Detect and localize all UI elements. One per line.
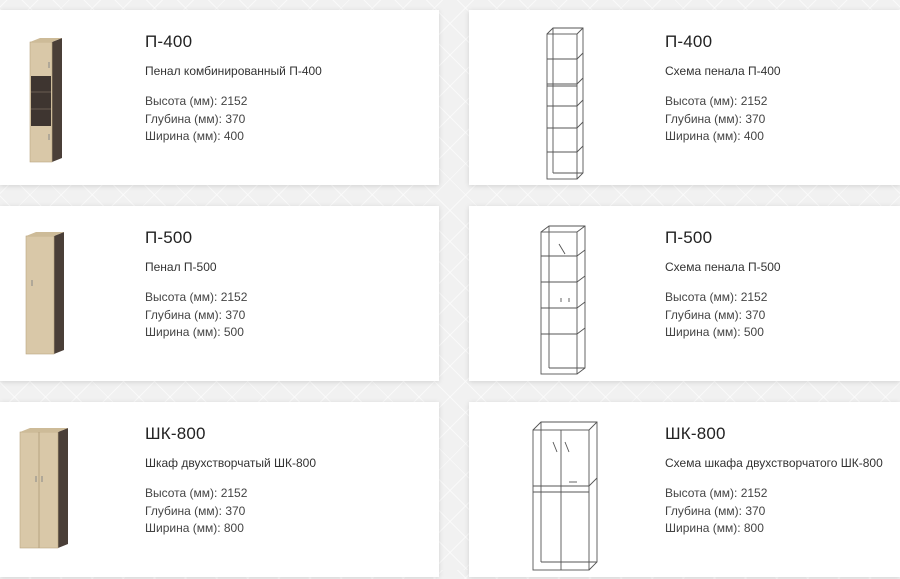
product-description: Пенал П-500 <box>145 260 217 274</box>
product-description: Шкаф двухстворчатый ШК-800 <box>145 456 317 470</box>
product-card[interactable] <box>0 10 439 185</box>
product-info <box>145 424 316 538</box>
product-description: Схема пенала П-400 <box>665 64 781 78</box>
product-card[interactable] <box>469 402 900 577</box>
spec-height: Высота (мм): 2152 <box>665 94 768 108</box>
spec-depth: Глубина (мм): 370 <box>665 111 766 126</box>
product-title[interactable]: П-400 <box>665 32 713 51</box>
product-description: Схема пенала П-500 <box>665 260 781 274</box>
product-card[interactable] <box>0 206 439 381</box>
spec-width: Ширина (мм): 800 <box>145 521 244 535</box>
spec-height: Высота (мм): 2152 <box>665 290 768 304</box>
product-info <box>665 228 781 342</box>
spec-width: Ширина (мм): 500 <box>665 325 764 339</box>
product-info <box>145 32 322 146</box>
product-info <box>665 32 781 146</box>
product-card[interactable] <box>469 206 900 381</box>
wardrobe-schematic-icon[interactable] <box>525 416 605 574</box>
product-card[interactable] <box>0 402 439 577</box>
product-info <box>665 424 883 538</box>
spec-depth: Глубина (мм): 370 <box>665 307 766 322</box>
spec-width: Ширина (мм): 800 <box>665 521 764 535</box>
spec-width: Ширина (мм): 400 <box>665 129 764 143</box>
spec-height: Высота (мм): 2152 <box>145 290 248 304</box>
wardrobe-double-door-icon[interactable] <box>18 416 76 566</box>
spec-width: Ширина (мм): 400 <box>145 129 244 143</box>
product-description: Пенал комбинированный П-400 <box>145 64 322 78</box>
cabinet-schematic-icon[interactable] <box>535 24 595 182</box>
product-description: Схема шкафа двухстворчатого ШК-800 <box>665 456 883 470</box>
cabinet-schematic-icon[interactable] <box>535 220 595 378</box>
product-title[interactable]: П-500 <box>145 228 193 247</box>
spec-height: Высота (мм): 2152 <box>665 486 768 500</box>
spec-depth: Глубина (мм): 370 <box>145 307 246 322</box>
spec-depth: Глубина (мм): 370 <box>145 503 246 518</box>
product-title[interactable]: П-400 <box>145 32 193 51</box>
cabinet-single-door-icon[interactable] <box>18 220 76 370</box>
spec-depth: Глубина (мм): 370 <box>665 503 766 518</box>
product-info <box>145 228 247 342</box>
cabinet-combined-icon[interactable] <box>18 24 76 174</box>
product-title[interactable]: ШК-800 <box>665 424 726 443</box>
spec-height: Высота (мм): 2152 <box>145 94 248 108</box>
product-card[interactable] <box>469 10 900 185</box>
product-title[interactable]: ШК-800 <box>145 424 206 443</box>
spec-height: Высота (мм): 2152 <box>145 486 248 500</box>
product-title[interactable]: П-500 <box>665 228 713 247</box>
spec-depth: Глубина (мм): 370 <box>145 111 246 126</box>
spec-width: Ширина (мм): 500 <box>145 325 244 339</box>
